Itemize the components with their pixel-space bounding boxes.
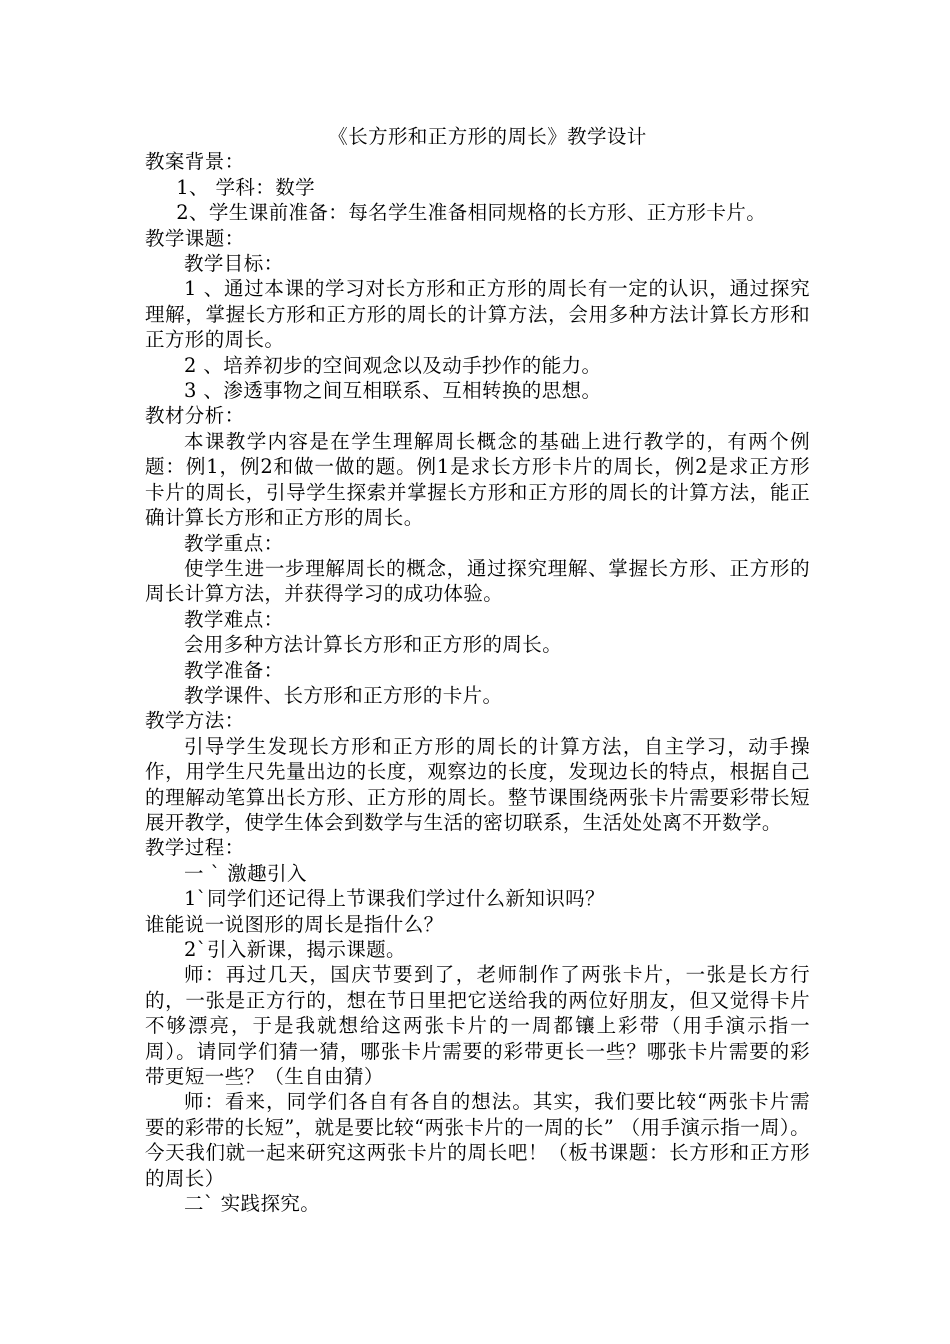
key-text: 使学生进一步理解周长的概念，通过探究理解、掌握长方形、正方形的周长计算方法，并获得学习的成功体验。: [145, 556, 810, 606]
step1-heading: 一 ` 激趣引入: [184, 861, 307, 885]
step1-question-1b: 谁能说一说图形的周长是指什么？: [145, 912, 444, 936]
analysis-text: 本课教学内容是在学生理解周长概念的基础上进行教学的，有两个例题：例1，例2和做一做的题。例1是求长方形卡片的周长，例2是求正方形卡片的周长，引导学生探索并掌握长方形和正方形的周长的计算方法，能正确计算长方形和正方形的周长。: [145, 429, 810, 530]
method-text: 引导学生发现长方形和正方形的周长的计算方法，自主学习，动手操作，用学生尺先量出边的长度，观察边的长度，发现边长的特点，根据自己的理解动笔算出长方形、正方形的周长。整节课围绕两张卡片需要彩带长短展开教学，使学生体会到数学与生活的密切联系，生活处处离不开数学。: [145, 734, 810, 834]
background-item-prep: 2、学生课前准备：每名学生准备相同规格的长方形、正方形卡片。: [176, 201, 767, 225]
goal-item-1: 1 、通过本课的学习对长方形和正方形的周长有一定的认识，通过探究理解，掌握长方形和正方形的周长的计算方法，会用多种方法计算长方形和正方形的周长。: [145, 277, 810, 352]
teacher-paragraph-1: 师：再过几天，国庆节要到了，老师制作了两张卡片，一张是长方行的，一张是正方行的，想在节日里把它送给我的两位好朋友，但又觉得卡片不够漂亮，于是我就想给这两张卡片的一周都镶上彩带（用手演示指一周）。请同学们猜一猜，哪张卡片需要的彩带更长一些？哪张卡片需要的彩带更短一些？（生自由猜）: [145, 963, 810, 1089]
document-title: 《长方形和正方形的周长》教学设计: [328, 125, 647, 148]
step2-heading: 二` 实践探究。: [184, 1192, 321, 1216]
step1-question-2: 2`引入新课，揭示课题。: [184, 938, 406, 961]
step1-question-1: 1`同学们还记得上节课我们学过什么新知识吗？: [184, 887, 605, 911]
prep-text: 教学课件、长方形和正方形的卡片。: [184, 683, 503, 707]
background-heading: 教案背景：: [145, 150, 245, 174]
analysis-heading: 教材分析：: [145, 404, 245, 428]
document-page: [145, 124, 810, 1216]
teacher-paragraph-2: 师：看来，同学们各自有各自的想法。其实，我们要比较“两张卡片需要的彩带的长短”，就是要比较“两张卡片的一周的长” （用手演示指一周）。今天我们就一起来研究这两张卡片的周长吧！（板书课题：长方形和正方形的周长）: [145, 1090, 810, 1190]
topic-heading: 教学课题：: [145, 226, 245, 250]
process-heading: 教学过程：: [145, 836, 245, 860]
method-heading: 教学方法：: [145, 709, 245, 733]
difficulty-text: 会用多种方法计算长方形和正方形的周长。: [184, 633, 563, 657]
goal-item-3: 3 、渗透事物之间互相联系、互相转换的思想。: [184, 379, 602, 403]
prep-heading: 教学准备：: [184, 658, 284, 682]
goal-item-2: 2 、培养初步的空间观念以及动手抄作的能力。: [184, 353, 602, 377]
key-heading: 教学重点：: [184, 531, 284, 555]
difficulty-heading: 教学难点：: [184, 607, 284, 631]
goals-heading: 教学目标：: [184, 252, 284, 276]
background-item-subject: 1、 学科：数学: [176, 175, 315, 199]
